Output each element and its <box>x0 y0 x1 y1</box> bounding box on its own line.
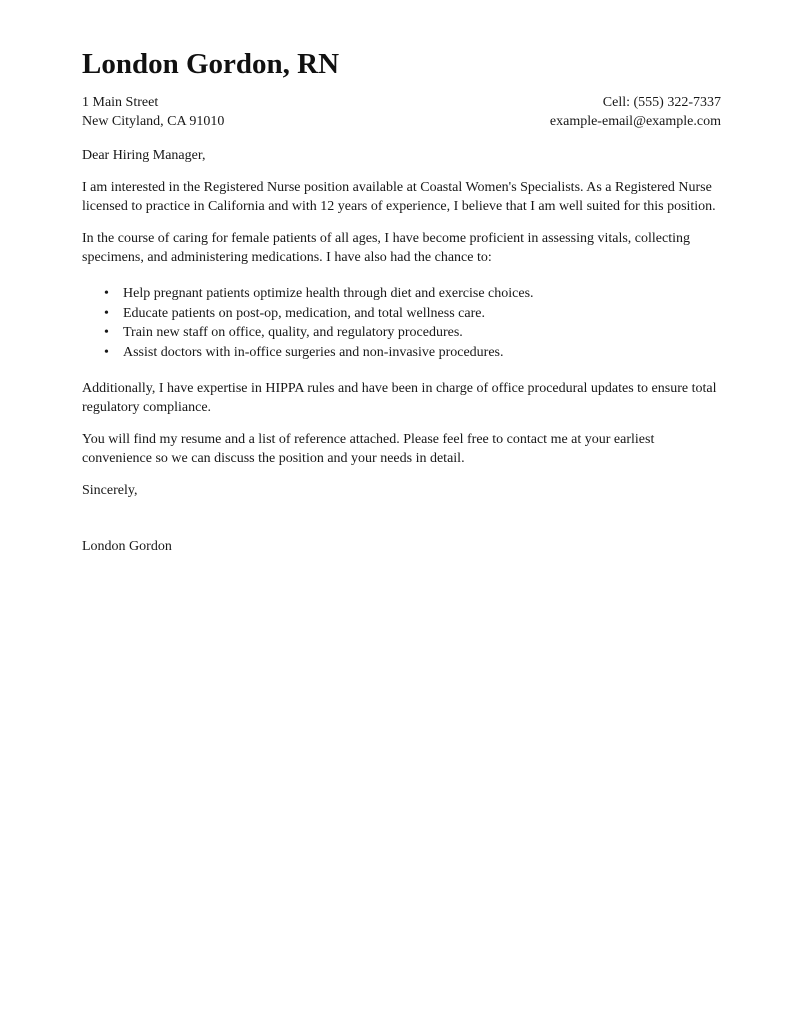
paragraph-compliance: Additionally, I have expertise in HIPPA rules and have been in charge of office procedural updates to ensure total regulatory compliance. <box>82 381 717 415</box>
bullet-item: • Educate patients on post-op, medication, and total wellness care. <box>82 304 721 324</box>
signature-name: London Gordon <box>82 539 172 554</box>
contact-block <box>550 93 721 131</box>
applicant-name-heading: London Gordon, RN <box>82 48 340 80</box>
paragraph-experience: In the course of caring for female patients of all ages, I have become proficient in assessing vitals, collecting specimens, and administering medications. I have also had the chance to: <box>82 231 691 265</box>
email-address: example-email@example.com <box>549 114 721 129</box>
sign-off: Sincerely, <box>82 483 138 498</box>
paragraph-closing: You will find my resume and a list of reference attached. Please feel free to contact me at your earliest convenience so we can discuss the position and your needs in detail. <box>82 432 655 466</box>
address-line-1: 1 Main Street <box>82 95 159 110</box>
paragraph-introduction: I am interested in the Registered Nurse position available at Coastal Women's Specialists. As a Registered Nurse licensed to practice in California and with 12 years of experience, I believe that I am well suited for this position. <box>82 180 716 214</box>
address-line-2: New Cityland, CA 91010 <box>82 114 225 129</box>
salutation: Dear Hiring Manager, <box>82 148 206 163</box>
bullet-item: • Assist doctors with in-office surgeries and non-invasive procedures. <box>82 343 721 363</box>
bullet-item: • Train new staff on office, quality, and regulatory procedures. <box>82 323 721 343</box>
phone-number: Cell: (555) 322-7337 <box>602 95 721 110</box>
contact-header <box>82 93 721 131</box>
bullet-item: • Help pregnant patients optimize health through diet and exercise choices. <box>82 284 721 304</box>
address-block <box>82 93 224 131</box>
skills-bullet-list <box>82 284 721 362</box>
